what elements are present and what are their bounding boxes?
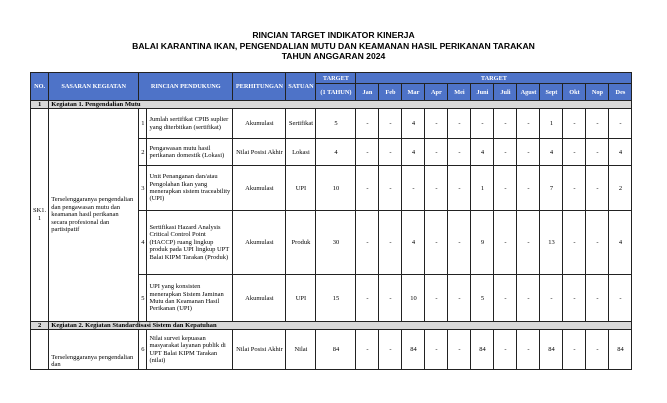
satuan: Sertifikat (286, 109, 316, 139)
row-number: 2 (139, 139, 147, 166)
month-value: - (563, 330, 586, 370)
target-annual: 4 (316, 139, 356, 166)
rincian-pendukung: Jumlah sertifikat CPIB suplier yang diterbitkan (sertifikat) (147, 109, 233, 139)
sk-code: SK1. 1 (31, 109, 49, 322)
month-value: - (425, 330, 448, 370)
month-value: - (517, 109, 540, 139)
col-month: Juli (494, 84, 517, 101)
month-value: - (425, 166, 448, 211)
month-value: - (448, 109, 471, 139)
col-month: Des (609, 84, 632, 101)
rincian-pendukung: Pengawasan mutu hasil perikanan domestik (Lokasi) (147, 139, 233, 166)
month-value: 4 (471, 139, 494, 166)
month-value: 4 (540, 139, 563, 166)
title-line-2: BALAI KARANTINA IKAN, PENGENDALIAN MUTU DAN KEAMANAN HASIL PERIKANAN TARAKAN (132, 40, 535, 51)
perhitungan: Akumulasi (233, 211, 286, 275)
month-value: 1 (540, 109, 563, 139)
document-title-block (0, 30, 667, 62)
col-month: Agust (517, 84, 540, 101)
month-value: - (379, 275, 402, 322)
satuan: Lokasi (286, 139, 316, 166)
month-value: 13 (540, 211, 563, 275)
satuan: Produk (286, 211, 316, 275)
month-value: 4 (402, 109, 425, 139)
col-target-monthly: TARGET (356, 73, 632, 84)
perhitungan: Nilai Posisi Akhir (233, 139, 286, 166)
table-header (31, 73, 632, 101)
month-value: - (425, 275, 448, 322)
month-value: - (586, 275, 609, 322)
month-value: - (356, 275, 379, 322)
month-value: - (379, 109, 402, 139)
month-value: - (563, 139, 586, 166)
col-target-annual-bottom: (1 TAHUN) (316, 84, 356, 101)
month-value: 84 (609, 330, 632, 370)
target-annual: 15 (316, 275, 356, 322)
month-value: - (356, 139, 379, 166)
month-value: - (448, 211, 471, 275)
month-value: - (517, 211, 540, 275)
satuan: Nilai (286, 330, 316, 370)
satuan: UPI (286, 275, 316, 322)
month-value: - (379, 211, 402, 275)
col-no: NO. (31, 73, 49, 101)
month-value: - (379, 166, 402, 211)
col-perhitungan: PERHITUNGAN (233, 73, 286, 101)
month-value: - (448, 139, 471, 166)
col-month: Feb (379, 84, 402, 101)
month-value: - (494, 211, 517, 275)
target-annual: 84 (316, 330, 356, 370)
month-value: - (379, 330, 402, 370)
month-value: - (540, 275, 563, 322)
section-row (31, 322, 632, 330)
month-value: - (517, 166, 540, 211)
month-value: - (586, 211, 609, 275)
month-value: - (517, 139, 540, 166)
col-month: Juni (471, 84, 494, 101)
rincian-pendukung: Sertifikasi Hazard Analysis Critical Control Point (HACCP) ruang lingkup produk pada UPI lingkup UPT Balai KIPM Tarakan (Produk) (147, 211, 233, 275)
month-value: 2 (609, 166, 632, 211)
month-value: - (517, 275, 540, 322)
perhitungan: Akumulasi (233, 109, 286, 139)
col-month: Nop (586, 84, 609, 101)
rincian-pendukung: Unit Penanganan dan/atau Pengolahan Ikan yang menerapkan sistem traceability (UPI) (147, 166, 233, 211)
month-value: - (448, 330, 471, 370)
perhitungan: Nilai Posisi Akhir (233, 330, 286, 370)
title-line-3: TAHUN ANGGARAN 2024 (281, 51, 386, 61)
month-value: - (586, 109, 609, 139)
col-month: Mar (402, 84, 425, 101)
month-value: - (563, 275, 586, 322)
col-month: Sept (540, 84, 563, 101)
month-value: 4 (609, 211, 632, 275)
col-satuan: SATUAN (286, 73, 316, 101)
perhitungan: Akumulasi (233, 275, 286, 322)
month-value: - (425, 211, 448, 275)
rincian-pendukung: Nilai survei kepuasan masyarakat layanan publik di UPT Balai KIPM Tarakan (nilai) (147, 330, 233, 370)
month-value: - (563, 109, 586, 139)
month-value: - (356, 330, 379, 370)
month-value: 7 (540, 166, 563, 211)
month-value: - (494, 109, 517, 139)
satuan: UPI (286, 166, 316, 211)
row-number: 5 (139, 275, 147, 322)
sasaran-kegiatan: Terselenggaranya pengendalian dan pengawasan mutu dan keamanan hasil perikanan secara profesional dan partisipatif (49, 109, 139, 322)
section-title: Kegiatan 1. Pengendalian Mutu (49, 101, 632, 109)
month-value: - (609, 275, 632, 322)
col-rincian: RINCIAN PENDUKUNG (139, 73, 233, 101)
month-value: - (494, 330, 517, 370)
month-value: - (471, 109, 494, 139)
month-value: - (356, 109, 379, 139)
table-row (31, 330, 632, 370)
month-value: - (448, 166, 471, 211)
col-month: Apr (425, 84, 448, 101)
month-value: - (586, 330, 609, 370)
col-month: Okt (563, 84, 586, 101)
col-sasaran: SASARAN KEGIATAN (49, 73, 139, 101)
month-value: - (379, 139, 402, 166)
month-value: - (517, 330, 540, 370)
month-value: 84 (402, 330, 425, 370)
section-number: 1 (31, 101, 49, 109)
month-value: - (586, 166, 609, 211)
month-value: 4 (402, 211, 425, 275)
row-number: 6 (139, 330, 147, 370)
month-value: 4 (609, 139, 632, 166)
month-value: - (609, 109, 632, 139)
sk-code-empty (31, 330, 49, 370)
col-month: Mei (448, 84, 471, 101)
month-value: - (425, 139, 448, 166)
col-target-annual-top: TARGET (316, 73, 356, 84)
month-value: - (494, 139, 517, 166)
month-value: 9 (471, 211, 494, 275)
month-value: - (402, 166, 425, 211)
month-value: 84 (540, 330, 563, 370)
month-value: 1 (471, 166, 494, 211)
month-value: 5 (471, 275, 494, 322)
row-number: 1 (139, 109, 147, 139)
target-table (30, 72, 632, 370)
section-number: 2 (31, 322, 49, 330)
row-number: 3 (139, 166, 147, 211)
sasaran-kegiatan: Terselenggaranya pengendalian dan (49, 330, 139, 370)
rincian-pendukung: UPI yang konsisten menerapkan Sistem Jaminan Mutu dan Keamanan Hasil Perikanan (UPI) (147, 275, 233, 322)
month-value: - (425, 109, 448, 139)
month-value: - (563, 211, 586, 275)
target-annual: 10 (316, 166, 356, 211)
month-value: 10 (402, 275, 425, 322)
section-row (31, 101, 632, 109)
month-value: - (494, 166, 517, 211)
month-value: - (563, 166, 586, 211)
month-value: - (356, 166, 379, 211)
section-title: Kegiatan 2. Kegiatan Standardisasi Sistem dan Kepatuhan (49, 322, 632, 330)
month-value: - (448, 275, 471, 322)
target-annual: 5 (316, 109, 356, 139)
target-annual: 30 (316, 211, 356, 275)
table-row (31, 109, 632, 139)
month-value: - (494, 275, 517, 322)
row-number: 4 (139, 211, 147, 275)
month-value: - (586, 139, 609, 166)
month-value: 84 (471, 330, 494, 370)
col-month: Jan (356, 84, 379, 101)
month-value: - (356, 211, 379, 275)
title-line-1: RINCIAN TARGET INDIKATOR KINERJA (252, 30, 415, 40)
perhitungan: Akumulasi (233, 166, 286, 211)
month-value: 4 (402, 139, 425, 166)
